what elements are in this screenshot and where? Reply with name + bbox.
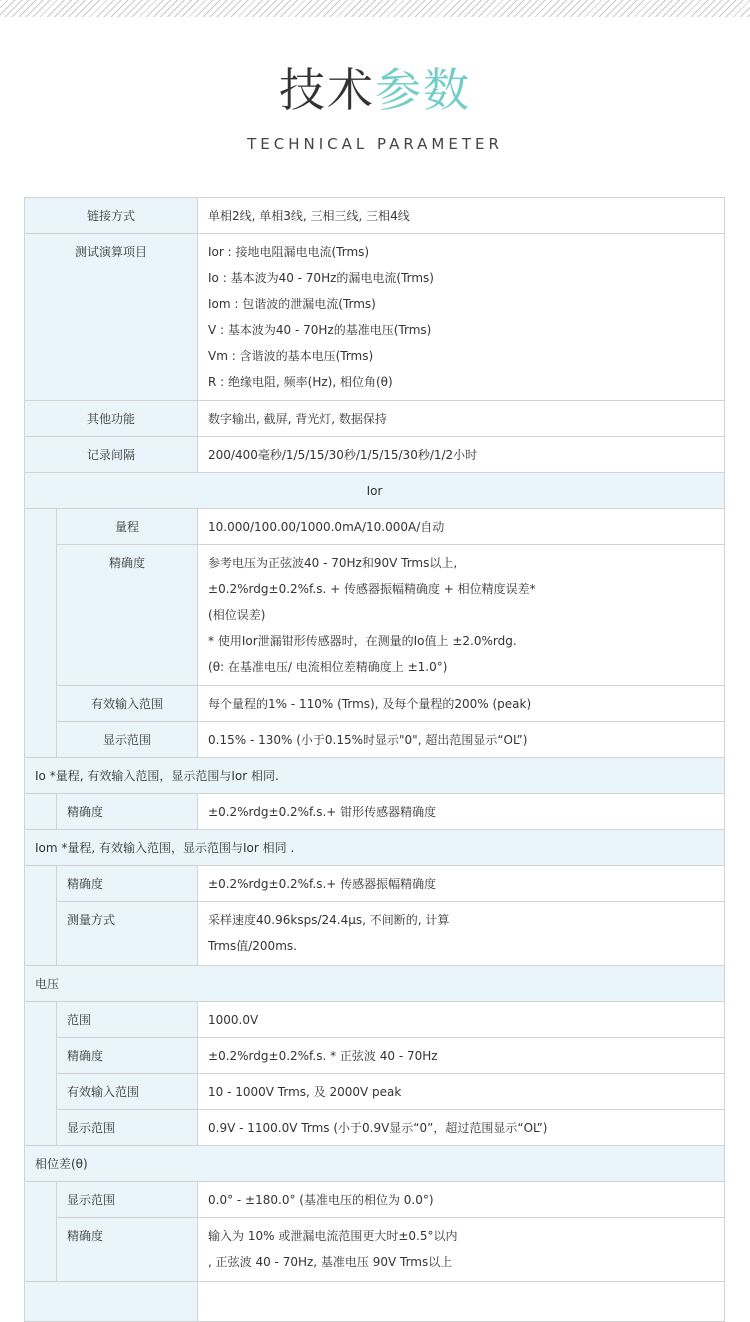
row-label: 有效输入范围 bbox=[57, 686, 198, 722]
table-row-partial bbox=[25, 1282, 725, 1322]
row-value: ±0.2%rdg±0.2%f.s. * 正弦波 40 - 70Hz bbox=[198, 1038, 725, 1074]
line-item: 参考电压为正弦波40 - 70Hz和90V Trms以上, bbox=[208, 556, 458, 570]
table-row bbox=[25, 1218, 725, 1282]
line-item: R : 绝缘电阻, 频率(Hz), 相位角(θ) bbox=[208, 375, 393, 389]
row-value: 单相2线, 单相3线, 三相三线, 三相4线 bbox=[198, 198, 725, 234]
row-label: 显示范围 bbox=[57, 722, 198, 758]
table-row bbox=[25, 437, 725, 473]
top-stripe-decoration bbox=[0, 0, 750, 17]
line-item: * 使用Ior泄漏钳形传感器时，在测量的Io值上 ±2.0%rdg. bbox=[208, 634, 517, 648]
table-row bbox=[25, 686, 725, 722]
row-label: 链接方式 bbox=[25, 198, 198, 234]
section-title: Ior bbox=[366, 484, 383, 498]
line-item: 采样速度40.96ksps/24.4μs, 不间断的, 计算 bbox=[208, 913, 450, 927]
row-value: 10 - 1000V Trms, 及 2000V peak bbox=[198, 1074, 725, 1110]
table-row bbox=[25, 234, 725, 401]
line-item: Vm : 含谐波的基本电压(Trms) bbox=[208, 349, 374, 363]
section-header-io bbox=[25, 758, 725, 794]
line-item: , 正弦波 40 - 70Hz, 基准电压 90V Trms以上 bbox=[208, 1255, 453, 1269]
row-value: 数字输出, 截屏, 背光灯, 数据保持 bbox=[198, 401, 725, 437]
table-row bbox=[25, 401, 725, 437]
table-row bbox=[25, 794, 725, 830]
indent-cell bbox=[25, 509, 57, 758]
row-value: ±0.2%rdg±0.2%f.s.+ 钳形传感器精确度 bbox=[198, 794, 725, 830]
table-row bbox=[25, 1110, 725, 1146]
row-label: 有效输入范围 bbox=[57, 1074, 198, 1110]
line-item: (相位误差) bbox=[208, 608, 266, 622]
section-title: Iom *量程, 有效输入范围，显示范围与Ior 相同 . bbox=[35, 841, 295, 855]
page-subtitle: TECHNICAL PARAMETER bbox=[247, 135, 503, 153]
row-label: 精确度 bbox=[57, 1218, 198, 1282]
table-row bbox=[25, 902, 725, 966]
line-item: ±0.2%rdg±0.2%f.s. + 传感器振幅精确度 + 相位精度误差* bbox=[208, 582, 536, 596]
row-label: 精确度 bbox=[57, 545, 198, 686]
line-item: Io : 基本波为40 - 70Hz的漏电电流(Trms) bbox=[208, 271, 434, 285]
line-item: V : 基本波为40 - 70Hz的基准电压(Trms) bbox=[208, 323, 432, 337]
table-row bbox=[25, 1002, 725, 1038]
row-label: 范围 bbox=[57, 1002, 198, 1038]
line-item: Trms值/200ms. bbox=[208, 939, 297, 953]
section-header-iom bbox=[25, 830, 725, 866]
section-header-ior bbox=[25, 473, 725, 509]
row-label: 精确度 bbox=[57, 1038, 198, 1074]
row-value: 0.15% - 130% (小于0.15%时显示"0", 超出范围显示“OL”) bbox=[198, 722, 725, 758]
row-label: 记录间隔 bbox=[25, 437, 198, 473]
row-value: 每个量程的1% - 110% (Trms), 及每个量程的200% (peak) bbox=[198, 686, 725, 722]
section-title: 相位差(θ) bbox=[35, 1157, 88, 1171]
title-part-1: 技术 bbox=[279, 63, 375, 117]
row-label: 显示范围 bbox=[57, 1182, 198, 1218]
row-label: 显示范围 bbox=[57, 1110, 198, 1146]
section-header-voltage bbox=[25, 966, 725, 1002]
table-row bbox=[25, 866, 725, 902]
indent-cell bbox=[25, 794, 57, 830]
section-header-phase bbox=[25, 1146, 725, 1182]
row-label: 量程 bbox=[57, 509, 198, 545]
page-title bbox=[0, 62, 750, 118]
row-label: 测试演算项目 bbox=[25, 234, 198, 401]
row-value: 200/400毫秒/1/5/15/30秒/1/5/15/30秒/1/2小时 bbox=[198, 437, 725, 473]
table-row bbox=[25, 509, 725, 545]
row-value: 10.000/100.00/1000.0mA/10.000A/自动 bbox=[198, 509, 725, 545]
table-row bbox=[25, 1038, 725, 1074]
spec-table bbox=[24, 197, 725, 1322]
row-value bbox=[198, 1218, 725, 1282]
line-item: (θ: 在基准电压/ 电流相位差精确度上 ±1.0°) bbox=[208, 660, 448, 674]
table-row bbox=[25, 1074, 725, 1110]
section-title: Io *量程, 有效输入范围，显示范围与Ior 相同. bbox=[35, 769, 279, 783]
table-row bbox=[25, 198, 725, 234]
indent-cell bbox=[25, 866, 57, 966]
indent-cell bbox=[25, 1182, 57, 1282]
row-value bbox=[198, 234, 725, 401]
line-item: Ior : 接地电阻漏电电流(Trms) bbox=[208, 245, 370, 259]
table-row bbox=[25, 545, 725, 686]
table-row bbox=[25, 1182, 725, 1218]
table-row bbox=[25, 722, 725, 758]
row-value bbox=[198, 902, 725, 966]
row-value: ±0.2%rdg±0.2%f.s.+ 传感器振幅精确度 bbox=[198, 866, 725, 902]
indent-cell bbox=[25, 1002, 57, 1146]
row-label: 其他功能 bbox=[25, 401, 198, 437]
row-label: 测量方式 bbox=[57, 902, 198, 966]
row-value bbox=[198, 545, 725, 686]
section-title: 电压 bbox=[35, 977, 60, 991]
row-label: 精确度 bbox=[57, 866, 198, 902]
row-value: 1000.0V bbox=[198, 1002, 725, 1038]
row-value: 0.9V - 1100.0V Trms (小于0.9V显示“0”，超过范围显示“OL”) bbox=[198, 1110, 725, 1146]
row-label: 精确度 bbox=[57, 794, 198, 830]
line-item: Iom : 包谐波的泄漏电流(Trms) bbox=[208, 297, 376, 311]
row-value: 0.0° - ±180.0° (基准电压的相位为 0.0°) bbox=[198, 1182, 725, 1218]
line-item: 输入为 10% 或泄漏电流范围更大时±0.5°以内 bbox=[208, 1229, 458, 1243]
title-part-2: 参数 bbox=[375, 63, 471, 117]
